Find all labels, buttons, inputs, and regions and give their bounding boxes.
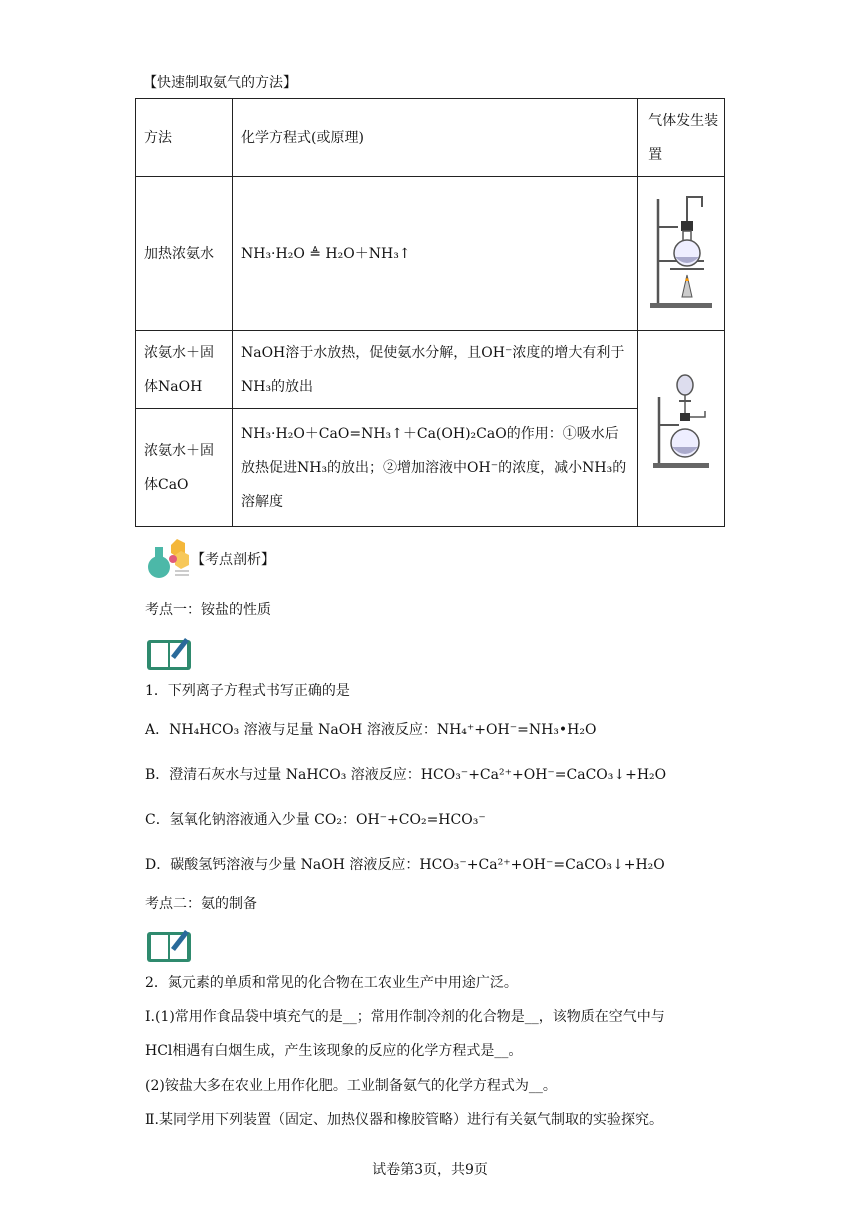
apparatus-dropping-cell xyxy=(638,331,725,527)
q2-part2: Ⅱ.某同学用下列装置（固定、加热仪器和橡胶管略）进行有关氨气制取的实验探究。 xyxy=(145,1112,663,1128)
analysis-title: 【考点剖析】 xyxy=(191,552,275,568)
section-title: 【快速制取氨气的方法】 xyxy=(143,75,297,91)
method-cell: 浓氨水＋固体NaOH xyxy=(136,331,233,409)
method-cell: 浓氨水＋固体CaO xyxy=(136,409,233,527)
table-row xyxy=(136,409,725,527)
page-footer: 试卷第3页，共9页 xyxy=(372,1162,488,1178)
method-cell: 加热浓氨水 xyxy=(136,177,233,331)
q1-option-d xyxy=(145,855,665,875)
q1-stem: 1．下列离子方程式书写正确的是 xyxy=(145,683,350,699)
notebook-pencil-icon xyxy=(145,634,193,676)
header-method: 方法 xyxy=(136,99,233,177)
header-equation: 化学方程式(或原理) xyxy=(232,99,637,177)
q2-part1-line1: Ⅰ.(1)常用作食品袋中填充气的是__；常用作制冷剂的化合物是__，该物质在空气中与 xyxy=(145,1009,665,1025)
point1-title: 考点一：铵盐的性质 xyxy=(145,602,271,618)
header-apparatus: 气体发生装置 xyxy=(638,99,725,177)
q1-option-c xyxy=(145,810,486,830)
q2-part1-line2: HCl相遇有白烟生成，产生该现象的反应的化学方程式是__。 xyxy=(145,1043,523,1059)
option-a-text: A．NH₄HCO₃ 溶液与足量 NaOH 溶液反应：NH₄⁺+OH⁻=NH₃•H₂O xyxy=(145,722,597,738)
q2-part1-line3: (2)铵盐大多在农业上用作化肥。工业制备氨气的化学方程式为__。 xyxy=(145,1078,557,1094)
option-b-text: B．澄清石灰水与过量 NaHCO₃ 溶液反应：HCO₃⁻+Ca²⁺+OH⁻=CaCO₃↓+H₂O xyxy=(145,767,667,783)
table-row xyxy=(136,177,725,331)
notebook-pencil-icon xyxy=(145,926,193,968)
equation-cell xyxy=(232,177,637,331)
option-c-text: C．氢氧化钠溶液通入少量 CO₂：OH⁻+CO₂=HCO₃⁻ xyxy=(145,812,486,828)
analysis-icon xyxy=(145,537,193,585)
q1-option-a xyxy=(145,720,596,740)
heating-flask-apparatus-image xyxy=(644,177,718,317)
ammonia-methods-table xyxy=(135,98,725,527)
principle-cell: NH₃·H₂O＋CaO=NH₃↑＋Ca(OH)₂CaO的作用：①吸水后放热促进NH₃的放出；②增加溶液中OH⁻的浓度，减小NH₃的溶解度 xyxy=(232,409,637,527)
q1-option-b xyxy=(145,765,666,785)
principle-cell: NaOH溶于水放热，促使氨水分解，且OH⁻浓度的增大有利于NH₃的放出 xyxy=(232,331,637,409)
apparatus-heating-cell xyxy=(638,177,725,331)
equation-text: NH₃·H₂O ≜ H₂O＋NH₃↑ xyxy=(240,245,411,262)
point2-title: 考点二：氨的制备 xyxy=(145,896,257,912)
table-row xyxy=(136,331,725,409)
separatory-funnel-apparatus-image xyxy=(649,367,713,477)
table-header-row xyxy=(136,99,725,177)
q2-stem: 2．氮元素的单质和常见的化合物在工农业生产中用途广泛。 xyxy=(145,975,518,991)
option-d-text: D．碳酸氢钙溶液与少量 NaOH 溶液反应：HCO₃⁻+Ca²⁺+OH⁻=CaCO₃↓+H₂O xyxy=(145,857,665,873)
